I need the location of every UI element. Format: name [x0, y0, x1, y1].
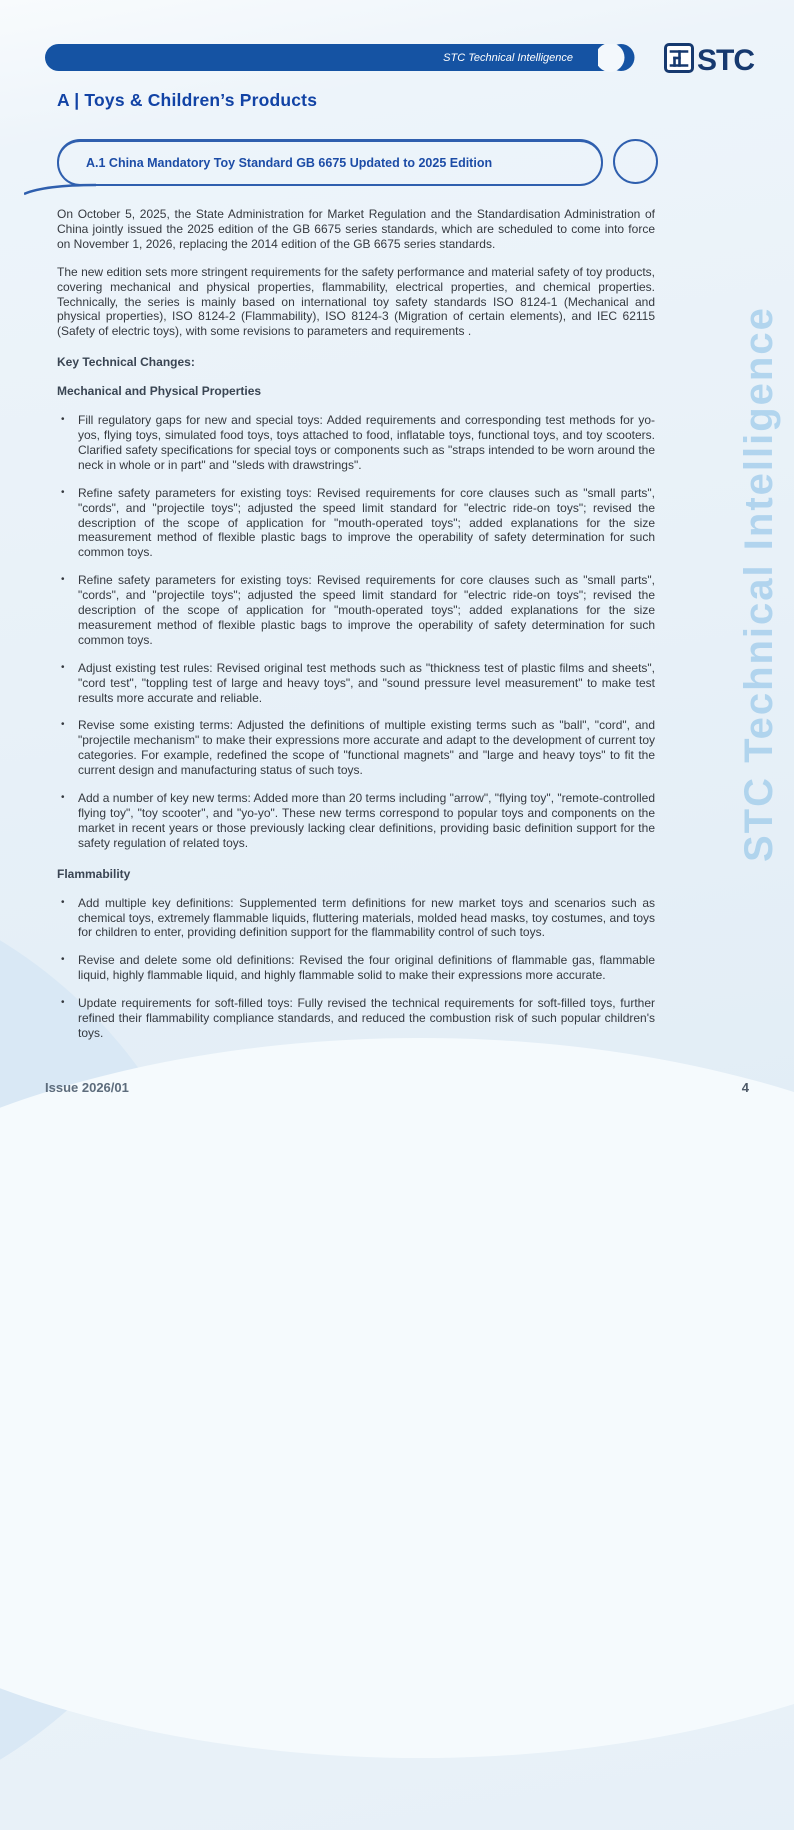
- crescent-icon: [598, 44, 644, 77]
- flammability-bullet-list: [57, 896, 655, 1041]
- mechanical-bullet-list: [57, 413, 655, 851]
- subsection-heading-mechanical: Mechanical and Physical Properties: [57, 384, 262, 399]
- list-item: • Revise and delete some old definitions: Revised the four original definitions of flammable gas, flammable liquid, highly flammable liquid, and highly flammable solid to make their expressions more accurate.: [57, 953, 655, 983]
- paragraph: On October 5, 2025, the State Administration for Market Regulation and the Standardisation Administration of China jointly issued the 2025 edition of the GB 6675 series standards, which are scheduled to come into force on November 1, 2026, replacing the 2014 edition of the GB 6675 series standards.: [57, 207, 655, 251]
- list-item: • Fill regulatory gaps for new and special toys: Added requirements and corresponding test methods for yo-yos, flying toys, simulated food toys, toys attached to food, inflatable toys, functional toys, and toy scooters. Clarified safety specifications for special toys or components such as "straps intended to be worn around the neck in whole or in part" and "sleds with drawstrings".: [57, 413, 655, 473]
- heading-box-tail-decoration: [24, 183, 96, 201]
- banner-title: STC Technical Intelligence: [443, 51, 573, 64]
- list-item: • Refine safety parameters for existing toys: Revised requirements for core clauses such as "small parts", "cords", and "projectile toys"; adjusted the speed limit standard for "electric ride-on toys"; revised the description of the scope of application for "mouth-operated toys"; added explanations for the size measurement method of flexible plastic bags to improve the operability of safety determination for such common toys.: [57, 573, 655, 648]
- header-banner: [45, 44, 615, 71]
- list-item: • Revise some existing terms: Adjusted the definitions of multiple existing terms such as "ball", "cord", and "projectile mechanism" to make their expressions more accurate and adapt to the development of current toy categories. For example, redefined the scope of "functional magnets" and "large and heavy toys" to fit the current design and manufacturing status of such toys.: [57, 718, 655, 778]
- list-item: • Adjust existing test rules: Revised original test methods such as "thickness test of plastic films and sheets", "cord test", "toppling test of large and heavy toys", and "sound pressure level measurement" to make test results more accurate and reliable.: [57, 661, 655, 706]
- article-heading-box: [57, 139, 603, 186]
- subsection-heading-flammability: Flammability: [57, 866, 131, 881]
- stc-logo-text: STC: [697, 43, 754, 77]
- key-changes-heading: Key Technical Changes:: [57, 355, 195, 370]
- watermark-text: STC Technical Intelligence: [737, 306, 781, 862]
- background-ellipse-shape: [0, 1038, 794, 1758]
- stc-logo: [663, 42, 754, 79]
- article-body: [57, 207, 655, 1054]
- list-item: • Update requirements for soft-filled toys: Fully revised the technical requirements for soft-filled toys, further refined their flammability compliance standards, and reduced the combustion risk of such popular children's toys.: [57, 996, 655, 1041]
- list-item: • Refine safety parameters for existing toys: Revised requirements for core clauses such as "small parts", "cords", and "projectile toys"; adjusted the speed limit standard for "electric ride-on toys"; revised the description of the scope of application for "mouth-operated toys"; added explanations for the size measurement method of flexible plastic bags to improve the operability of safety determination for such common toys.: [57, 486, 655, 561]
- list-item: • Add multiple key definitions: Supplemented term definitions for new market toys and scenarios such as chemical toys, extremely flammable liquids, fluttering materials, molded head masks, toy costumes, and toys for children to enter, providing definition support for the flammability control of such toys.: [57, 896, 655, 941]
- footer-page-number: 4: [741, 1080, 749, 1095]
- list-item: • Add a number of key new terms: Added more than 20 terms including "arrow", "flying toy", "remote-controlled flying toy", "toy scooter", and "yo-yo". These new terms correspond to popular toys and components on the market in recent years or those previously lacking clear definitions, providing basic definition support for the safety regulation of related toys.: [57, 791, 655, 851]
- footer-issue-label: Issue 2026/01: [45, 1080, 129, 1095]
- stc-logo-mark-icon: [663, 42, 695, 79]
- heading-circle-decoration: [613, 139, 658, 184]
- article-title: A.1 China Mandatory Toy Standard GB 6675 Updated to 2025 Edition: [86, 155, 493, 170]
- paragraph: The new edition sets more stringent requirements for the safety performance and material safety of toy products, covering mechanical and physical properties, flammability, electrical properties, and chemical properties. Technically, the series is mainly based on international toy safety standards ISO 8124-1 (Mechanical and physical properties), ISO 8124-2 (Flammability), ISO 8124-3 (Migration of certain elements), and IEC 62115 (Safety of electric toys), with some revisions to parameters and requirements .: [57, 264, 655, 339]
- page-title: A | Toys & Children’s Products: [57, 90, 318, 110]
